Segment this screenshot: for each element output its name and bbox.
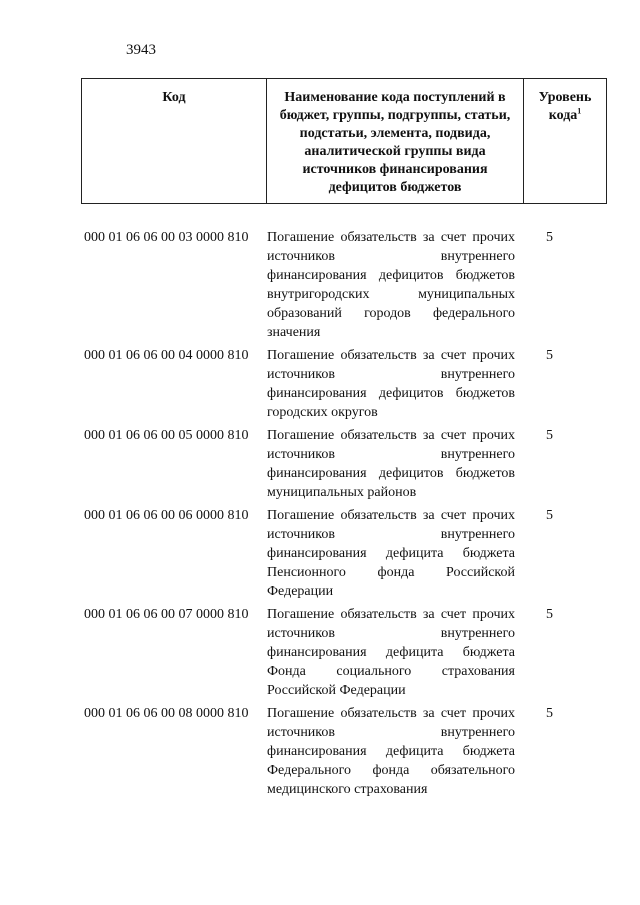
header-name-label: Наименование кода поступлений в бюджет, группы, подгруппы, статьи, подстатьи, элемента, подвида, аналитической группы вида источников финансирования дефицитов бюджетов <box>279 90 511 195</box>
row-level: 5 <box>546 428 553 443</box>
row-level: 5 <box>546 706 553 721</box>
table-body <box>84 228 584 803</box>
row-name: Погашение обязательств за счет прочих источников внутреннего финансирования дефицитов бюджетов внутригородских муниципальных образований городов федерального значения <box>267 230 515 340</box>
table-row <box>84 426 584 502</box>
row-code: 000 01 06 06 00 07 0000 810 <box>84 607 249 622</box>
row-level: 5 <box>546 607 553 622</box>
table-row <box>84 506 584 601</box>
row-code: 000 01 06 06 00 06 0000 810 <box>84 508 249 523</box>
header-code <box>82 79 267 204</box>
header-level-label: Уровень кода <box>538 90 592 123</box>
row-level: 5 <box>546 230 553 245</box>
row-level: 5 <box>546 348 553 363</box>
header-name <box>267 79 524 204</box>
row-code: 000 01 06 06 00 05 0000 810 <box>84 428 249 443</box>
row-code: 000 01 06 06 00 03 0000 810 <box>84 230 249 245</box>
row-code: 000 01 06 06 00 08 0000 810 <box>84 706 249 721</box>
table-row <box>84 704 584 799</box>
header-level <box>524 79 607 204</box>
row-name: Погашение обязательств за счет прочих источников внутреннего финансирования дефицитов бюджетов муниципальных районов <box>267 428 515 500</box>
row-level: 5 <box>546 508 553 523</box>
table-header <box>81 78 607 204</box>
header-level-footnote: 1 <box>577 106 582 116</box>
table-row <box>84 228 584 342</box>
page-number: 3943 <box>126 42 156 58</box>
table-row <box>84 605 584 700</box>
row-name: Погашение обязательств за счет прочих источников внутреннего финансирования дефицитов бюджетов городских округов <box>267 348 515 420</box>
row-code: 000 01 06 06 00 04 0000 810 <box>84 348 249 363</box>
row-name: Погашение обязательств за счет прочих источников внутреннего финансирования дефицита бюджета Пенсионного фонда Российской Федерации <box>267 508 515 599</box>
header-code-label: Код <box>162 90 186 105</box>
table-row <box>84 346 584 422</box>
row-name: Погашение обязательств за счет прочих источников внутреннего финансирования дефицита бюджета Федерального фонда обязательного медицинского страхования <box>267 706 515 797</box>
row-name: Погашение обязательств за счет прочих источников внутреннего финансирования дефицита бюджета Фонда социального страхования Российской Федерации <box>267 607 515 698</box>
